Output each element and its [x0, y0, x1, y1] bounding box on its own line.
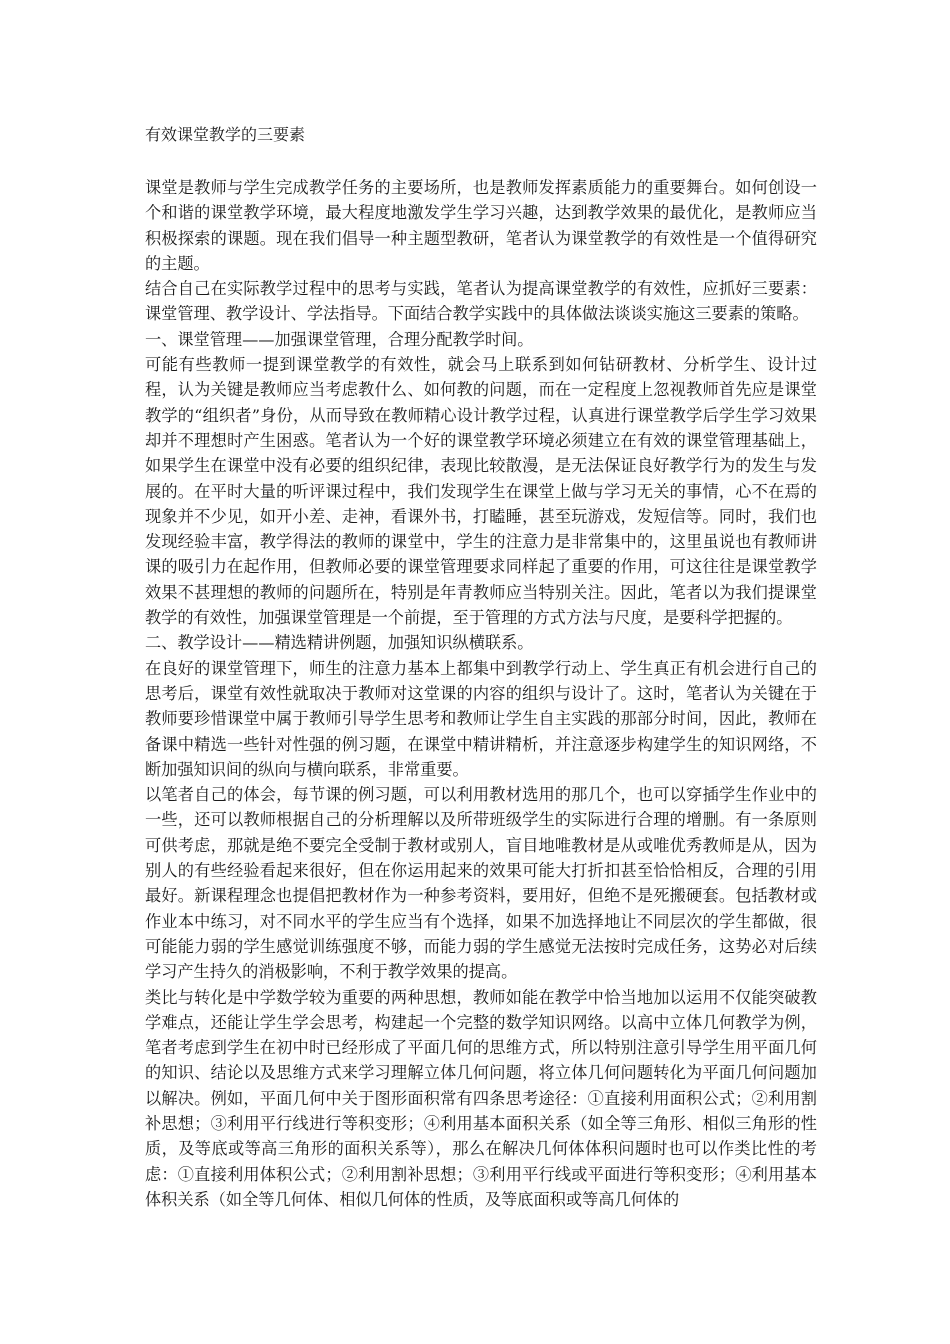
paragraph-intro: 课堂是教师与学生完成教学任务的主要场所，也是教师发挥素质能力的重要舞台。如何创设一个和谐的课堂教学环境，最大程度地激发学生学习兴趣，达到教学效果的最优化，是教师应当积极探索的课题。现在我们倡导一种主题型教研，笔者认为课堂教学的有效性是一个值得研究的主题。: [145, 178, 817, 273]
document-body: [145, 175, 817, 1212]
paragraph-exercise-selection: 以笔者自己的体会，每节课的例习题，可以利用教材选用的那几个，也可以穿插学生作业中的一些，还可以教师根据自己的分析理解以及所带班级学生的实际进行合理的增删。有一条原则可供考虑，那就是绝不要完全受制于教材或别人，盲目地唯教材是从或唯优秀教师是从，因为别人的有些经验看起来很好，但在你运用起来的效果可能大打折扣甚至恰恰相反，合理的引用最好。新课程理念也提倡把教材作为一种参考资料，要用好，但绝不是死搬硬套。包括教材或作业本中练习，对不同水平的学生应当有个选择，如果不加选择地让不同层次的学生都做，很可能能力弱的学生感觉训练强度不够，而能力弱的学生感觉无法按时完成任务，这势必对后续学习产生持久的消极影响，不利于教学效果的提高。: [145, 785, 817, 982]
paragraph-teaching-design: 在良好的课堂管理下，师生的注意力基本上都集中到教学行动上、学生真正有机会进行自己的思考后，课堂有效性就取决于教师对这堂课的内容的组织与设计了。这时，笔者认为关键在于教师要珍惜课堂中属于教师引导学生思考和教师让学生自主实践的那部分时间，因此，教师在备课中精选一些针对性强的例习题，在课堂中精讲精析，并注意逐步构建学生的知识网络，不断加强知识间的纵向与横向联系，非常重要。: [145, 658, 817, 779]
paragraph-three-elements: 结合自己在实际教学过程中的思考与实践，笔者认为提高课堂教学的有效性，应抓好三要素：课堂管理、教学设计、学法指导。下面结合教学实践中的具体做法谈谈实施这三要素的策略。: [145, 279, 817, 324]
document-title: 有效课堂教学的三要素: [145, 125, 306, 144]
paragraph-analogy-transformation: 类比与转化是中学数学较为重要的两种思想，教师如能在教学中恰当地加以运用不仅能突破教学难点，还能让学生学会思考，构建起一个完整的数学知识网络。以高中立体几何教学为例，笔者考虑到学生在初中时已经形成了平面几何的思维方式，所以特别注意引导学生用平面几何的知识、结论以及思维方式来学习理解立体几何问题，将立体几何问题转化为平面几何问题加以解决。例如，平面几何中关于图形面积常有四条思考途径：①直接利用面积公式；②利用割补思想；③利用平行线进行等积变形；④利用基本面积关系（如全等三角形、相似三角形的性质，及等底或等高三角形的面积关系等），那么在解决几何体体积问题时也可以作类比性的考虑：①直接利用体积公式；②利用割补思想；③利用平行线或平面进行等积变形；④利用基本体积关系（如全等几何体、相似几何体的性质，及等底面积或等高几何体的: [145, 987, 817, 1209]
section-heading-teaching-design: 二、教学设计——精选精讲例题，加强知识纵横联系。: [145, 633, 534, 653]
section-heading-classroom-management: 一、课堂管理——加强课堂管理，合理分配教学时间。: [145, 329, 534, 349]
paragraph-classroom-management: 可能有些教师一提到课堂教学的有效性，就会马上联系到如何钻研教材、分析学生、设计过程，认为关键是教师应当考虑教什么、如何教的问题，而在一定程度上忽视教师首先应是课堂教学的“组织者”身份，从而导致在教师精心设计教学过程，认真进行课堂教学后学生学习效果却并不理想时产生困惑。笔者认为一个好的课堂教学环境必须建立在有效的课堂管理基础上，如果学生在课堂中没有必要的组织纪律，表现比较散漫，是无法保证良好教学行为的发生与发展的。在平时大量的听评课过程中，我们发现学生在课堂上做与学习无关的事情，心不在焉的现象并不少见，如开小差、走神，看课外书，打瞌睡，甚至玩游戏，发短信等。同时，我们也发现经验丰富，教学得法的教师的课堂中，学生的注意力是非常集中的，这里虽说也有教师讲课的吸引力在起作用，但教师必要的课堂管理要求同样起了重要的作用，可这往往是课堂教学效果不甚理想的教师的问题所在，特别是年青教师应当特别关注。因此，笔者以为我们提课堂教学的有效性，加强课堂管理是一个前提，至于管理的方式方法与尺度，是要科学把握的。: [145, 355, 817, 628]
